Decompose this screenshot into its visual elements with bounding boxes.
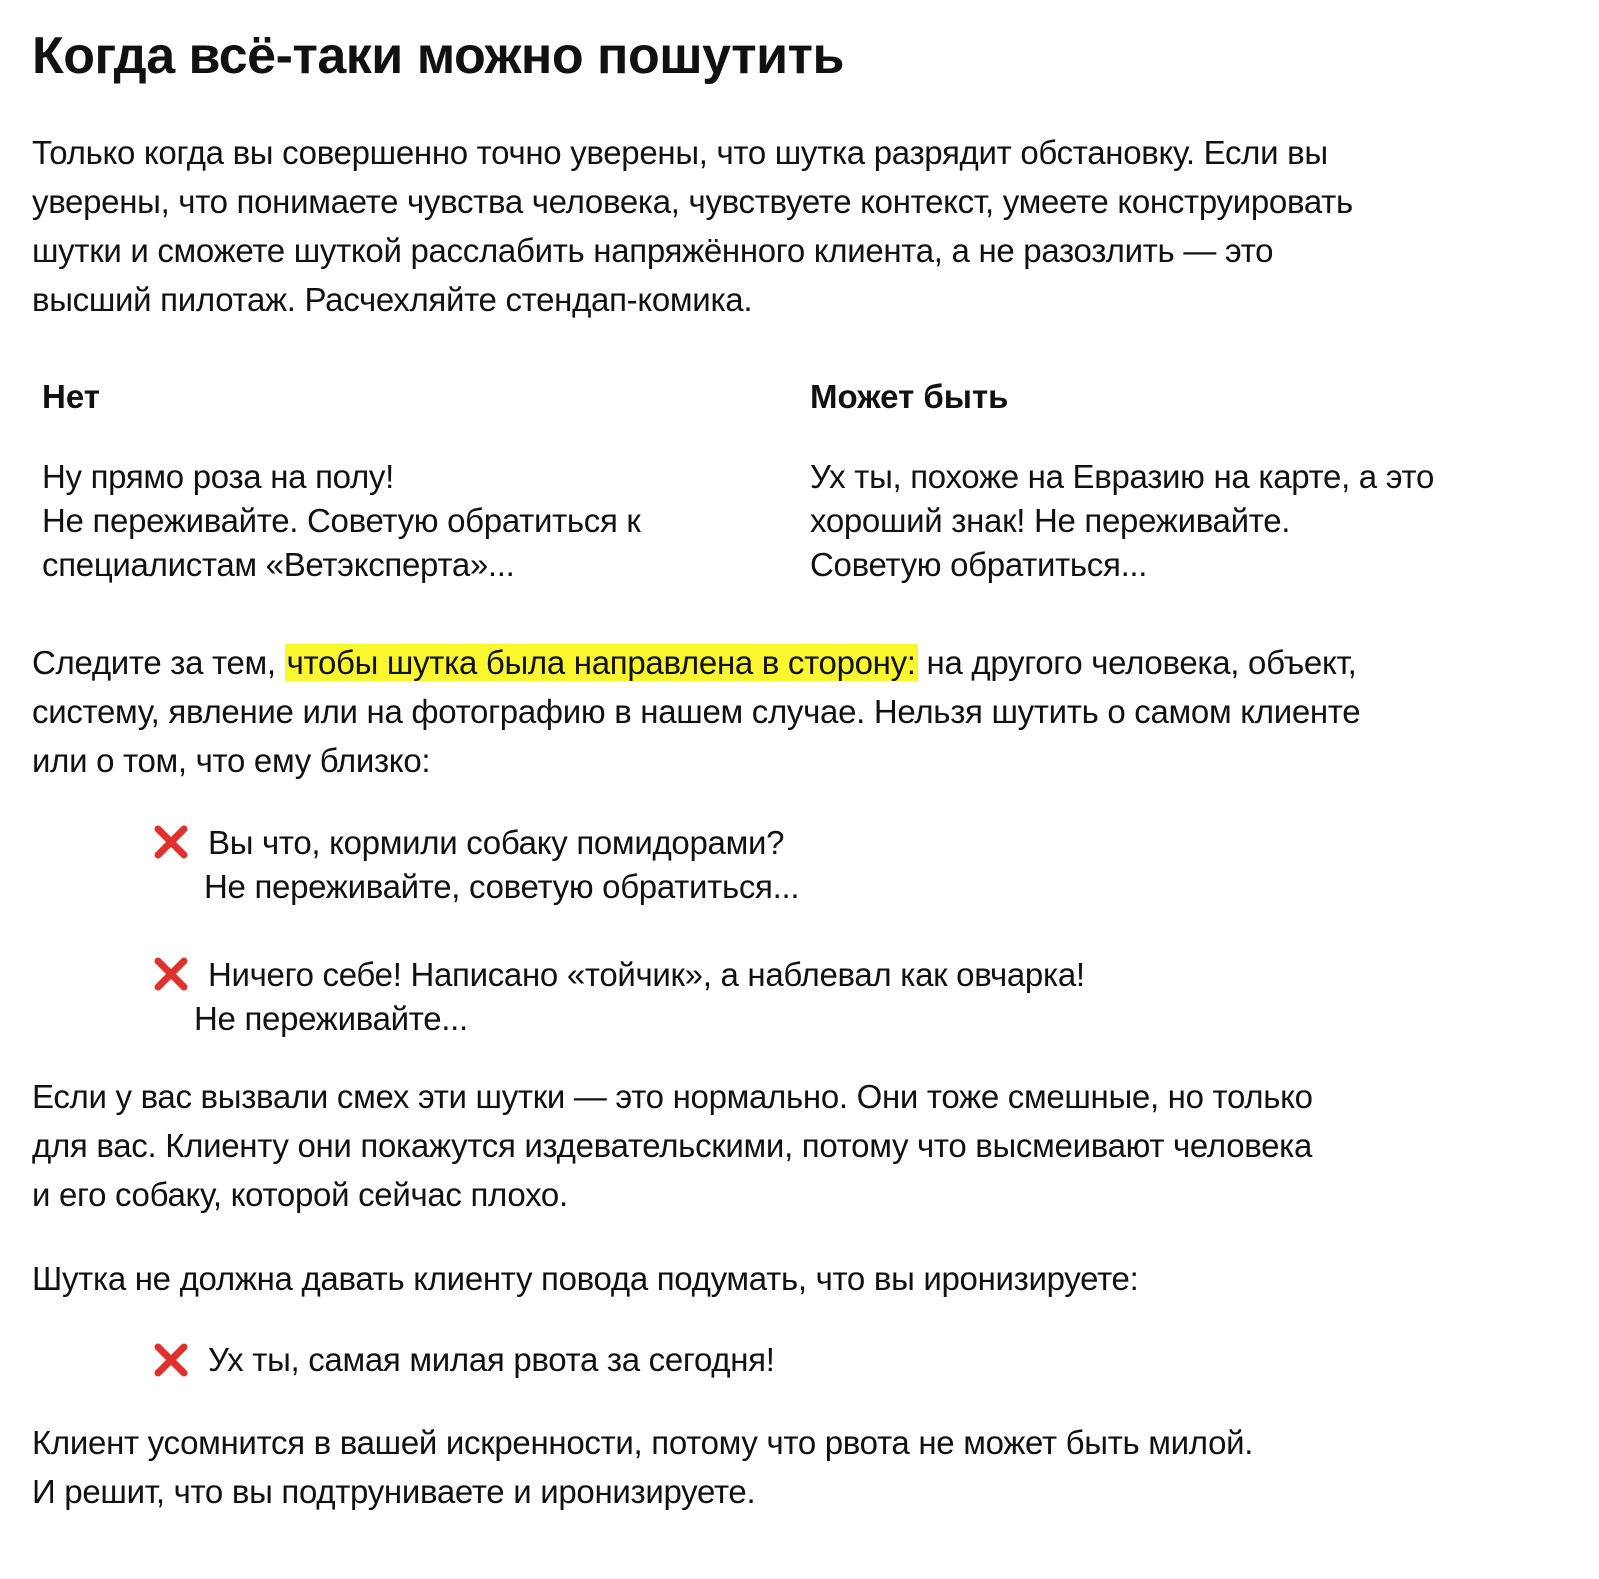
intro-line: Только когда вы совершенно точно уверены, что шутка разрядит обстановку. Если вы	[32, 134, 1328, 171]
column-heading-no: Нет	[42, 378, 100, 415]
column-maybe-example	[810, 455, 1434, 587]
laugh-line: для вас. Клиенту они покажутся издевательскими, потому что высмеивают человека	[32, 1127, 1313, 1164]
highlighted-phrase: чтобы шутка была направлена в сторону:	[286, 644, 916, 681]
irony-line: Шутка не должна давать клиенту повода подумать, что вы иронизируете:	[32, 1260, 1139, 1297]
cross-mark-icon	[151, 822, 191, 862]
page-title: Когда всё-таки можно пошутить	[32, 27, 844, 85]
bad-example-line: Ничего себе! Написано «тойчик», а наблевал как овчарка!	[208, 956, 1085, 993]
bad-example-line: Не переживайте...	[194, 1000, 468, 1037]
example-line: Ух ты, похоже на Евразию на карте, а это	[810, 458, 1435, 495]
example-line: специалистам «Ветэксперта»...	[42, 546, 515, 583]
final-line: И решит, что вы подтруниваете и иронизируете.	[32, 1473, 756, 1510]
direction-text-before: Следите за тем,	[32, 644, 285, 681]
intro-line: уверены, что понимаете чувства человека, чувствуете контекст, умеете конструировать	[32, 183, 1353, 220]
cross-mark-icon	[151, 954, 191, 994]
bad-example-2	[194, 953, 1085, 1041]
example-line: Ну прямо роза на полу!	[42, 458, 394, 495]
intro-line: шутки и сможете шуткой расслабить напряжённого клиента, а не разозлить — это	[32, 232, 1274, 269]
example-line: Советую обратиться...	[810, 546, 1148, 583]
laugh-paragraph	[32, 1072, 1572, 1219]
irony-example	[208, 1338, 775, 1382]
bad-example-line: Вы что, кормили собаку помидорами?	[208, 824, 785, 861]
final-paragraph	[32, 1418, 1572, 1516]
direction-paragraph	[32, 638, 1572, 785]
laugh-line: и его собаку, которой сейчас плохо.	[32, 1176, 568, 1213]
example-line: хороший знак! Не переживайте.	[810, 502, 1291, 539]
irony-example-line: Ух ты, самая милая рвота за сегодня!	[208, 1341, 775, 1378]
direction-line: или о том, что ему близко:	[32, 742, 431, 779]
irony-paragraph	[32, 1254, 1572, 1303]
intro-paragraph	[32, 128, 1572, 324]
direction-line: систему, явление или на фотографию в нашем случае. Нельзя шутить о самом клиенте	[32, 693, 1361, 730]
bad-example-1	[204, 821, 800, 909]
column-no-example	[42, 455, 641, 587]
cross-mark-icon	[151, 1340, 191, 1380]
column-heading-maybe: Может быть	[810, 378, 1009, 415]
example-line: Не переживайте. Советую обратиться к	[42, 502, 641, 539]
laugh-line: Если у вас вызвали смех эти шутки — это нормально. Они тоже смешные, но только	[32, 1078, 1313, 1115]
bad-example-line: Не переживайте, советую обратиться...	[204, 868, 800, 905]
direction-text-after: на другого человека, объект,	[917, 644, 1357, 681]
direction-first-line	[32, 638, 1572, 687]
intro-line: высший пилотаж. Расчехляйте стендап-комика.	[32, 281, 753, 318]
final-line: Клиент усомнится в вашей искренности, потому что рвота не может быть милой.	[32, 1424, 1254, 1461]
